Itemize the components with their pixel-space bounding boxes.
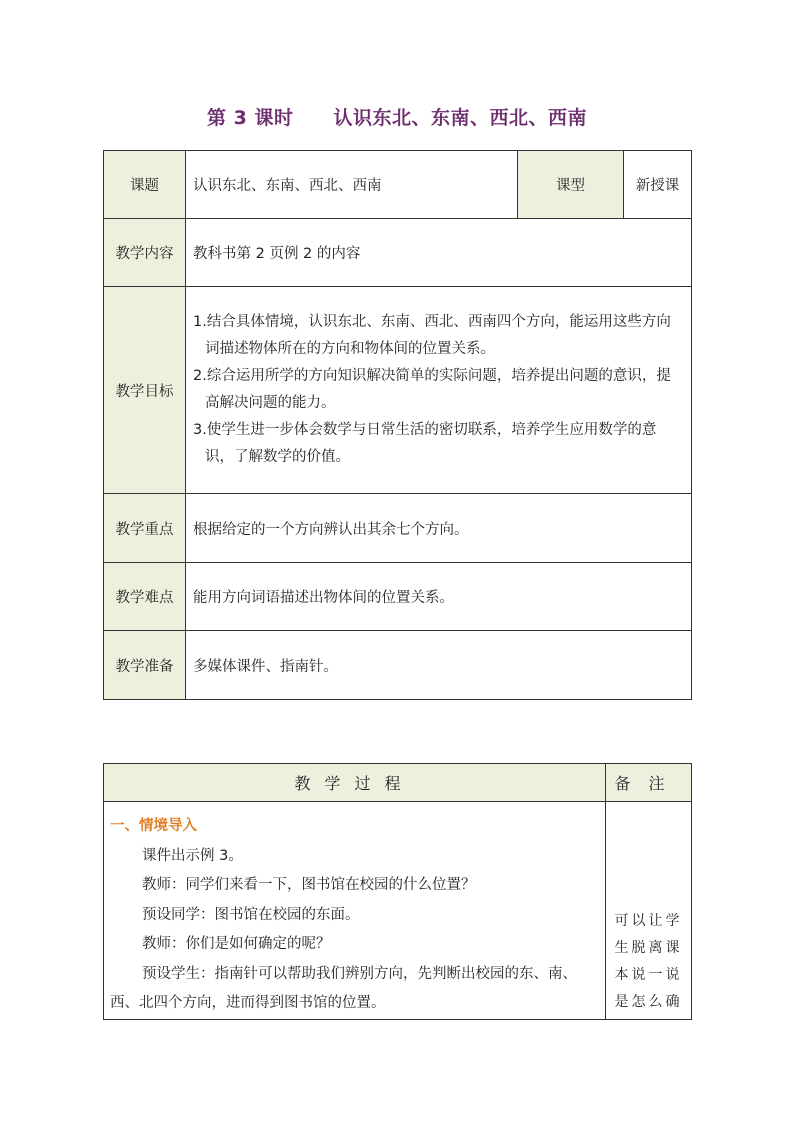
remark-cell [606, 802, 692, 1020]
process-content [104, 802, 606, 1020]
row-difficulty [104, 563, 692, 631]
section-title: 一、情境导入 [110, 818, 197, 834]
remark-line: 可以让学 [614, 913, 683, 929]
paragraph: 预设学生：指南针可以帮助我们辨别方向，先判断出校园的东、南、西、北四个方向，进而得到图书馆的位置。 [110, 965, 577, 1011]
process-header-row [104, 764, 692, 802]
row-topic [104, 151, 692, 219]
type-label: 课型 [518, 151, 624, 219]
row-preparation [104, 631, 692, 700]
key-value: 根据给定的一个方向辨认出其余七个方向。 [186, 494, 692, 563]
lesson-topic: 认识东北、东南、西北、西南 [333, 107, 587, 129]
remark-line: 生脱离课 [614, 940, 683, 956]
paragraph: 教师：你们是如何确定的呢？ [142, 936, 331, 952]
content-label: 教学内容 [104, 219, 186, 287]
note-header: 备注 [606, 764, 692, 802]
remark-line: 本说一说 [614, 967, 683, 983]
remark-line: 是怎么确 [614, 994, 683, 1010]
prep-label: 教学准备 [104, 631, 186, 700]
goal-item: 3.使学生进一步体会数学与日常生活的密切联系，培养学生应用数学的意识，了解数学的价值。 [193, 422, 657, 465]
process-header: 教学过程 [104, 764, 606, 802]
difficulty-value: 能用方向词语描述出物体间的位置关系。 [186, 563, 692, 631]
topic-label: 课题 [104, 151, 186, 219]
lesson-plan-table [103, 150, 692, 700]
lesson-number: 第 3 课时 [207, 107, 294, 129]
row-content [104, 219, 692, 287]
paragraph: 预设同学：图书馆在校园的东面。 [142, 906, 360, 923]
goal-item: 1.结合具体情境，认识东北、东南、西北、西南四个方向，能运用这些方向词描述物体所在的方向和物体间的位置关系。 [193, 314, 671, 357]
type-value: 新授课 [624, 151, 692, 219]
goal-item: 2.综合运用所学的方向知识解决简单的实际问题，培养提出问题的意识，提高解决问题的能力。 [193, 368, 671, 411]
topic-value: 认识东北、东南、西北、西南 [186, 151, 518, 219]
difficulty-label: 教学难点 [104, 563, 186, 631]
paragraph: 课件出示例 3。 [142, 847, 243, 864]
row-goals [104, 287, 692, 494]
row-key-points [104, 494, 692, 563]
prep-value: 多媒体课件、指南针。 [186, 631, 692, 700]
paragraph: 教师：同学们来看一下，图书馆在校园的什么位置？ [142, 877, 476, 893]
teaching-process-table [103, 763, 692, 1020]
process-body-row [104, 802, 692, 1020]
goals-label: 教学目标 [104, 287, 186, 494]
page-title [0, 103, 794, 130]
key-label: 教学重点 [104, 494, 186, 563]
goals-list [186, 287, 692, 494]
content-value: 教科书第 2 页例 2 的内容 [186, 219, 692, 287]
